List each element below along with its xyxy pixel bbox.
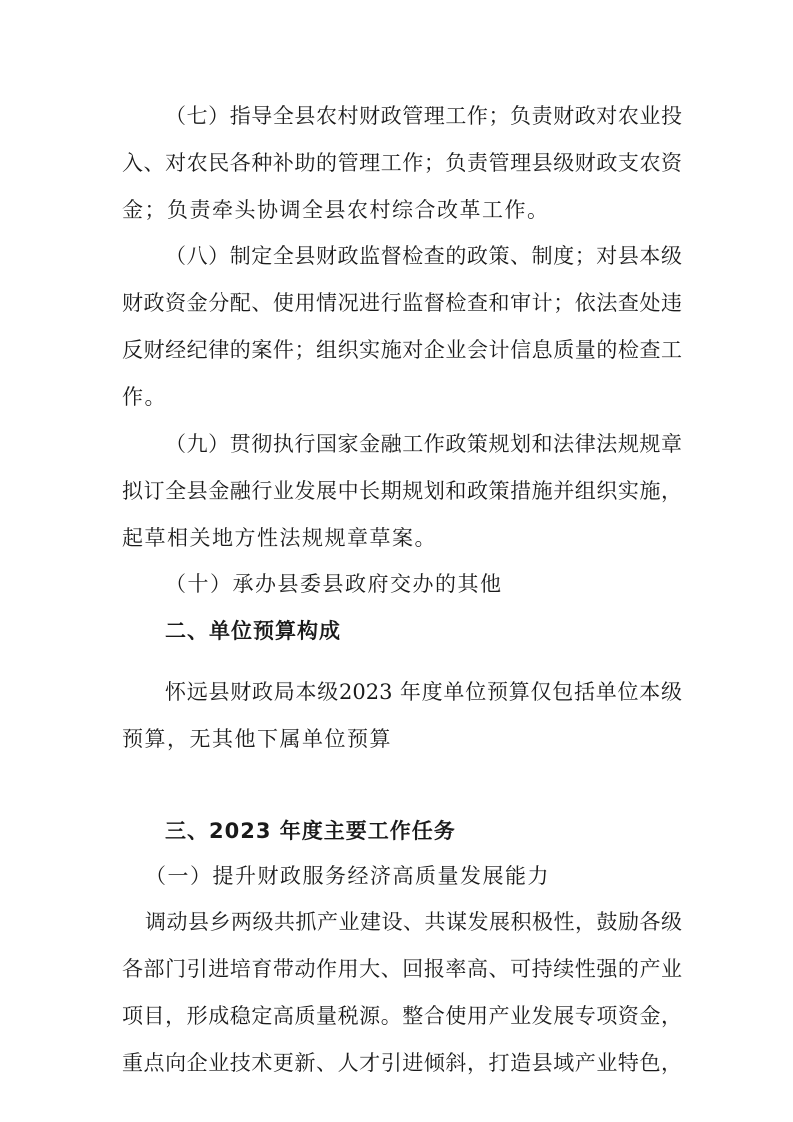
item-7-line-2: 入、对农民各种补助的管理工作；负责管理县级财政支农资 <box>122 151 682 175</box>
item-7-line-1: （七）指导全县农村财政管理工作；负责财政对农业投 <box>165 104 682 128</box>
section-2-body-line-2: 预算，无其他下属单位预算 <box>122 727 392 751</box>
section-3-heading: 三、2023 年度主要工作任务 <box>165 819 456 843</box>
item-9-line-2: 拟订全县金融行业发展中长期规划和政策措施并组织实施， <box>122 479 682 503</box>
section-3-body-line-1: 调动县乡两级共抓产业建设、共谋发展积极性，鼓励各级 <box>145 910 682 934</box>
item-9-line-1: （九）贯彻执行国家金融工作政策规划和法律法规规章 <box>165 432 682 456</box>
section-3-subheading-1: （一）提升财政服务经济高质量发展能力 <box>145 864 550 888</box>
item-10: （十）承办县委县政府交办的其他 <box>165 572 503 596</box>
item-7-line-3: 金；负责牵头协调全县农村综合改革工作。 <box>122 198 550 222</box>
item-9-line-3: 起草相关地方性法规规章草案。 <box>122 526 437 550</box>
item-8-line-4: 作。 <box>122 385 167 409</box>
section-3-body-line-4: 重点向企业技术更新、人才引进倾斜，打造县域产业特色， <box>122 1051 682 1075</box>
item-8-line-2: 财政资金分配、使用情况进行监督检查和审计；依法查处违 <box>122 291 682 315</box>
section-2-body-line-1: 怀远县财政局本级2023 年度单位预算仅包括单位本级 <box>165 680 682 704</box>
section-2-heading: 二、单位预算构成 <box>165 619 341 643</box>
section-3-body-line-3: 项目，形成稳定高质量税源。整合使用产业发展专项资金， <box>122 1004 682 1028</box>
section-3-body-line-2: 各部门引进培育带动作用大、回报率高、可持续性强的产业 <box>122 957 682 981</box>
item-8-line-3: 反财经纪律的案件；组织实施对企业会计信息质量的检查工 <box>122 338 682 362</box>
item-8-line-1: （八）制定全县财政监督检查的政策、制度；对县本级 <box>165 244 682 268</box>
